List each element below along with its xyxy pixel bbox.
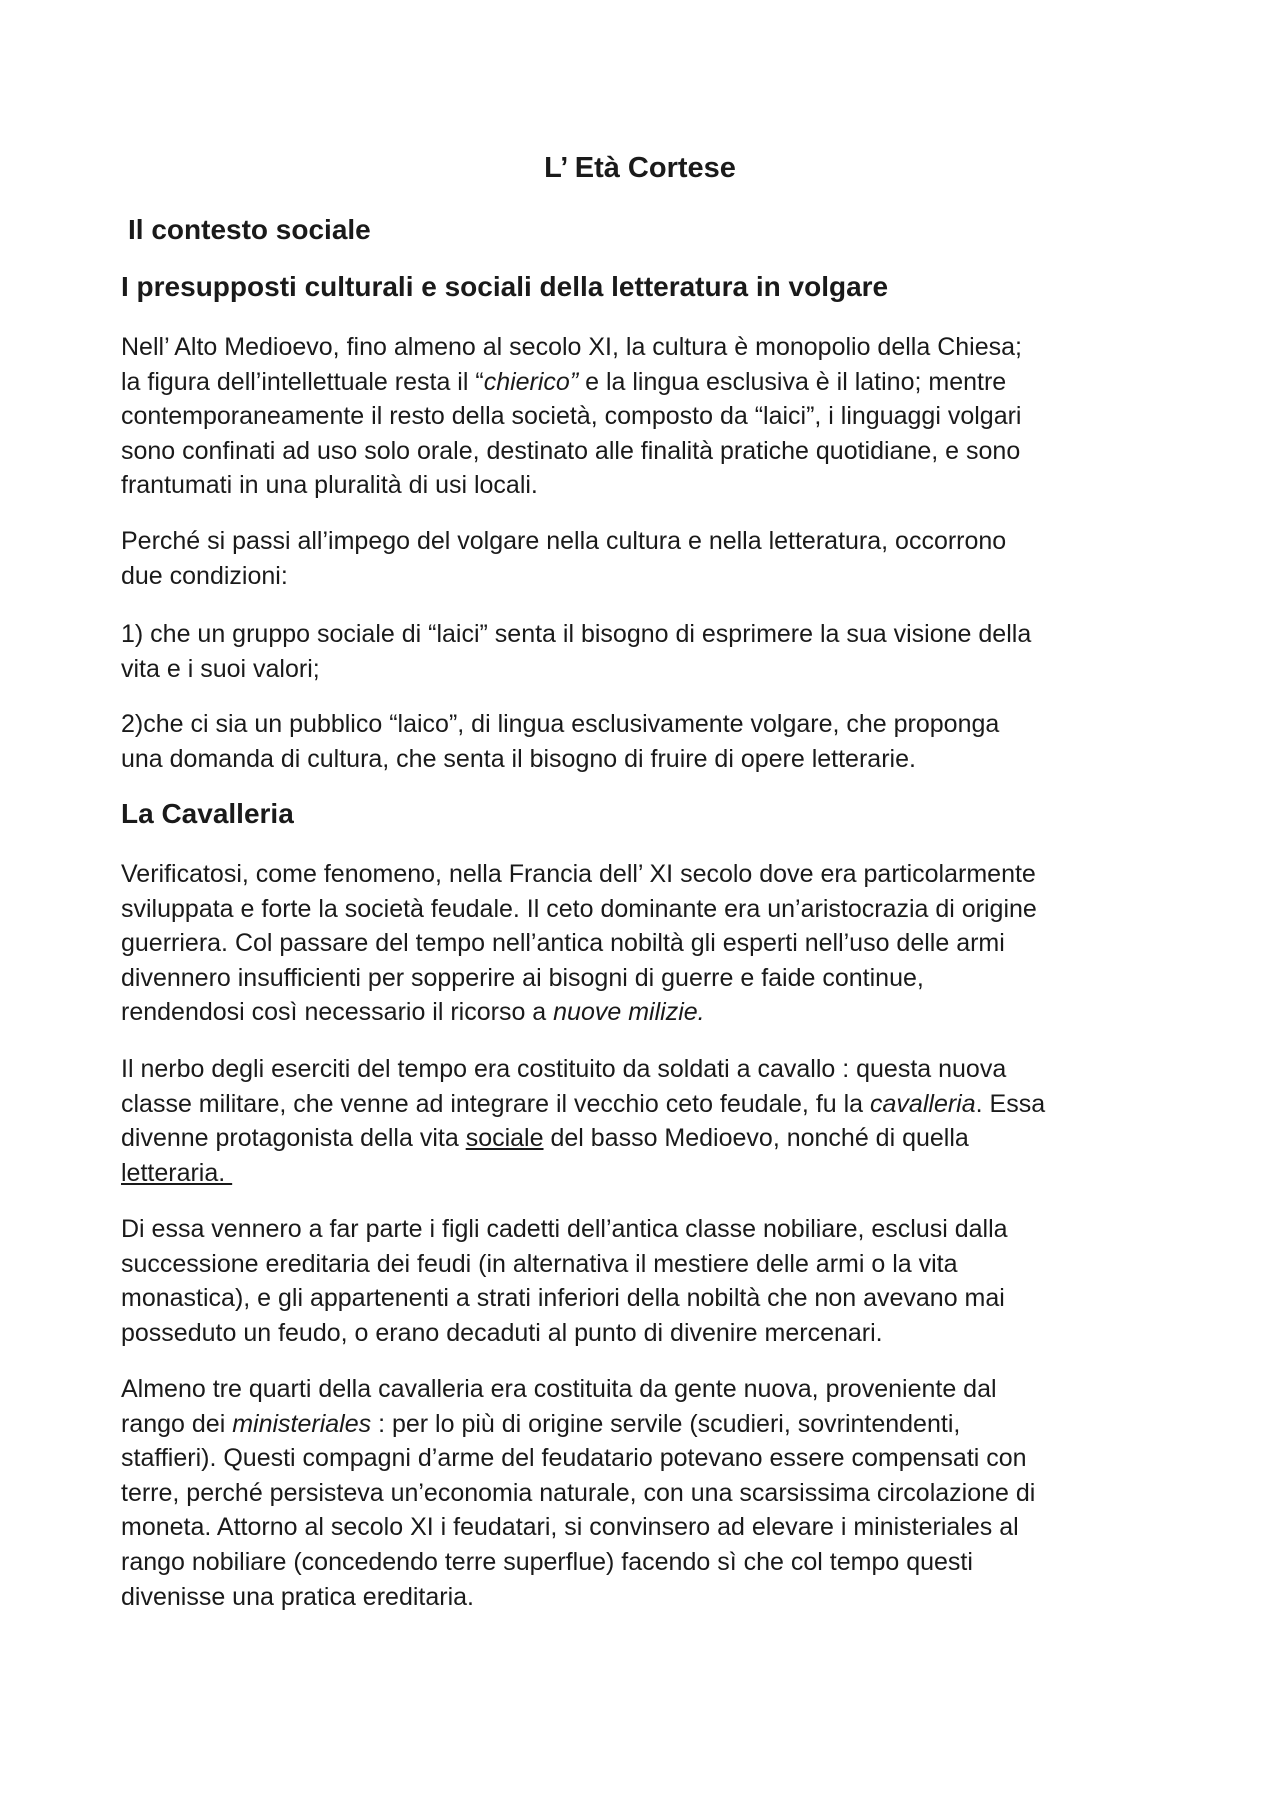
text-line: divennero insufficienti per sopperire ai bisogni di guerre e faide continue, — [121, 963, 924, 992]
text-line — [121, 995, 1181, 1030]
paragraph — [121, 857, 1181, 1030]
text-line — [121, 1087, 1181, 1122]
text-line — [121, 1121, 1181, 1156]
text-span: divenne protagonista della vita — [121, 1124, 466, 1153]
paragraph — [121, 330, 1181, 503]
text-line: guerriera. Col passare del tempo nell’antica nobiltà gli esperti nell’uso delle armi — [121, 929, 1005, 958]
text-line: sviluppata e forte la società feudale. Il ceto dominante era un’aristocrazia di origine — [121, 894, 1037, 923]
underlined-sociale: sociale — [465, 1124, 544, 1153]
text-line: contemporaneamente il resto della società, composto da “laici”, i linguaggi volgari — [121, 402, 1022, 431]
text-line: frantumati in una pluralità di usi locali. — [121, 471, 538, 500]
paragraph — [121, 1212, 1181, 1350]
text-line: Il nerbo degli eserciti del tempo era costituito da soldati a cavallo : questa nuova — [121, 1055, 1007, 1083]
emphasis-nuove-milizie: nuove milizie. — [553, 998, 705, 1027]
text-line: Nell’ Alto Medioevo, fino almeno al secolo XI, la cultura è monopolio della Chiesa; — [121, 333, 1022, 361]
text-span: rango dei — [121, 1409, 233, 1438]
paragraph — [121, 524, 1181, 593]
section-heading-cavalleria: La Cavalleria — [121, 798, 294, 829]
text-line: rango nobiliare (concedendo terre superflue) facendo sì che col tempo questi — [121, 1547, 973, 1576]
text-line: Verificatosi, come fenomeno, nella Francia dell’ XI secolo dove era particolarmente — [121, 860, 1036, 888]
text-line: staffieri). Questi compagni d’arme del feudatario potevano essere compensati con — [121, 1444, 1027, 1473]
text-line: una domanda di cultura, che senta il bisogno di fruire di opere letterarie. — [121, 744, 916, 773]
text-span: . Essa — [975, 1089, 1046, 1118]
emphasis-cavalleria: cavalleria — [870, 1089, 976, 1118]
text-line: 1) che un gruppo sociale di “laici” senta il bisogno di esprimere la sua visione della — [121, 620, 1032, 648]
text-line: divenisse una pratica ereditaria. — [121, 1582, 474, 1611]
text-line: sono confinati ad uso solo orale, destinato alle finalità pratiche quotidiane, e sono — [121, 436, 1021, 465]
paragraph-condition-1 — [121, 617, 1181, 686]
document-title: L’ Età Cortese — [544, 152, 736, 184]
text-line: vita e i suoi valori; — [121, 654, 320, 683]
section-heading-presupposti: I presupposti culturali e sociali della letteratura in volgare — [121, 271, 889, 302]
text-line: Di essa vennero a far parte i figli cadetti dell’antica classe nobiliare, esclusi dalla — [121, 1215, 1008, 1243]
paragraph-condition-2 — [121, 707, 1181, 776]
underlined-letteraria: letteraria. — [121, 1158, 233, 1187]
text-line: Perché si passi all’impego del volgare nella cultura e nella letteratura, occorrono — [121, 527, 1007, 555]
text-line: terre, perché persisteva un’economia naturale, con una scarsissima circolazione di — [121, 1478, 1036, 1507]
text-line: posseduto un feudo, o erano decaduti al punto di divenire mercenari. — [121, 1318, 883, 1347]
text-line: successione ereditaria dei feudi (in alternativa il mestiere delle armi o la vita — [121, 1249, 958, 1278]
text-span: classe militare, che venne ad integrare il vecchio ceto feudale, fu la — [121, 1089, 871, 1118]
text-span: del basso Medioevo, nonché di quella — [543, 1124, 969, 1153]
text-line — [121, 1407, 1181, 1442]
text-line: due condizioni: — [121, 561, 288, 590]
text-span: : per lo più di origine servile (scudieri, sovrintendenti, — [371, 1409, 961, 1438]
text-span: la figura dell’intellettuale resta il “ — [121, 367, 484, 396]
text-line — [121, 365, 1181, 400]
text-line: moneta. Attorno al secolo XI i feudatari, si convinsero ad elevare i ministeriales al — [121, 1513, 1019, 1542]
text-span: e la lingua esclusiva è il latino; mentre — [578, 367, 1007, 396]
emphasis-ministeriales: ministeriales — [232, 1409, 372, 1438]
emphasis-chierico: chierico” — [483, 367, 579, 396]
paragraph — [121, 1372, 1181, 1614]
text-line — [121, 1156, 1181, 1191]
text-line: Almeno tre quarti della cavalleria era costituita da gente nuova, proveniente dal — [121, 1375, 997, 1403]
text-span: rendendosi così necessario il ricorso a — [121, 998, 554, 1027]
text-line: monastica), e gli appartenenti a strati inferiori della nobiltà che non avevano mai — [121, 1284, 1005, 1313]
text-line: 2)che ci sia un pubblico “laico”, di lingua esclusivamente volgare, che proponga — [121, 710, 1000, 738]
document-subtitle: Il contesto sociale — [128, 214, 371, 245]
paragraph — [121, 1052, 1181, 1190]
